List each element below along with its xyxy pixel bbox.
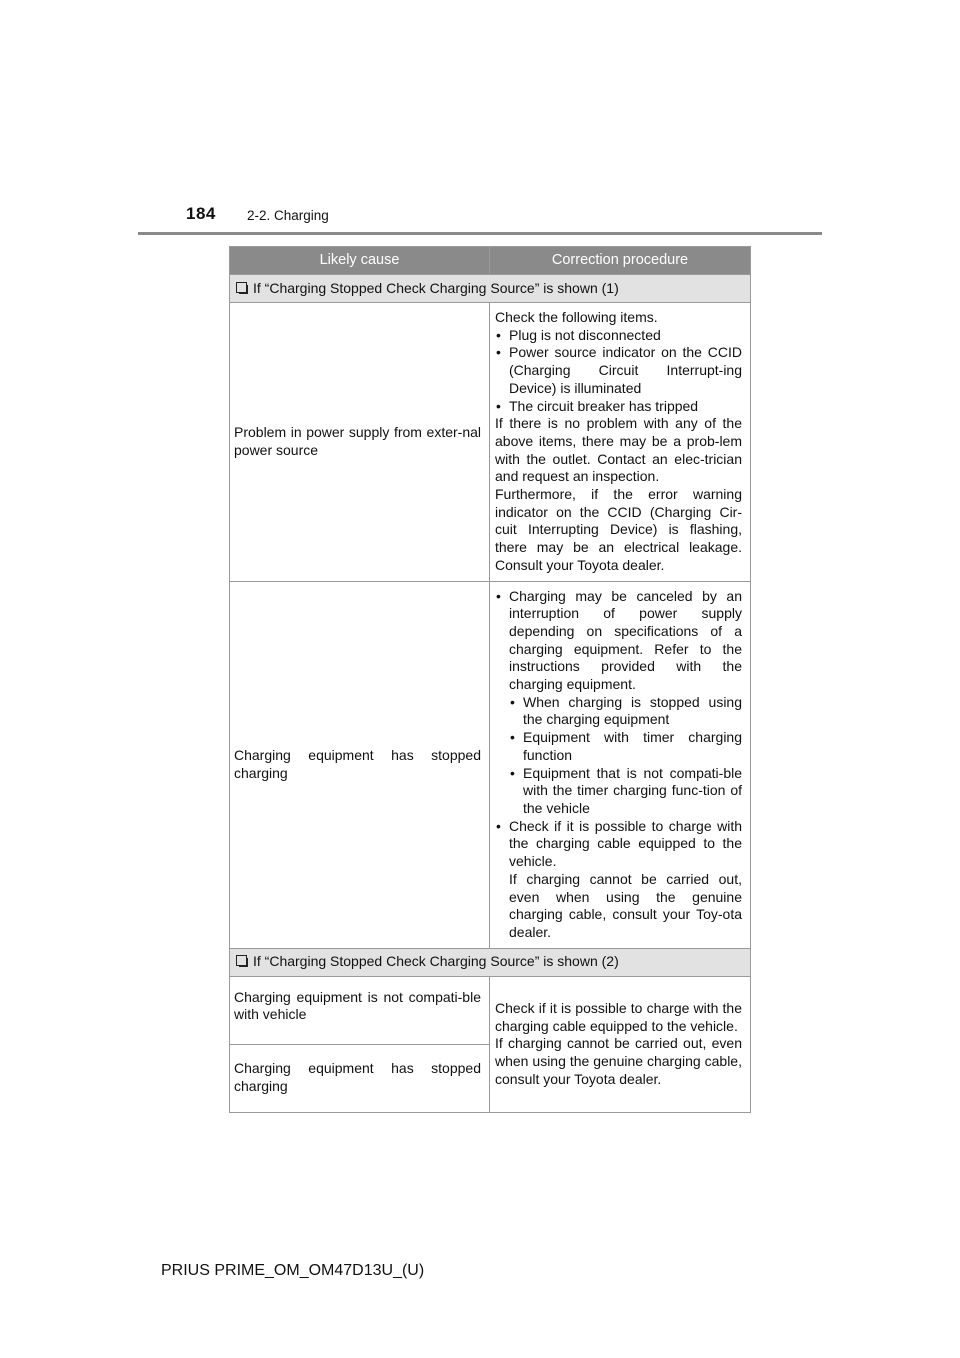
section-heading-2 xyxy=(230,948,751,976)
list-item: • The circuit breaker has tripped xyxy=(495,398,742,416)
column-header-likely-cause: Likely cause xyxy=(230,247,490,275)
section-row xyxy=(230,275,751,303)
procedure-cell xyxy=(490,581,751,948)
procedure-paragraph: If charging cannot be carried out, even when using the genuine charging cable, consult your Toyota dealer. xyxy=(495,1035,742,1087)
column-header-correction: Correction procedure xyxy=(490,247,751,275)
procedure-paragraph: Check if it is possible to charge with the charging cable equipped to the vehicle. xyxy=(495,999,742,1034)
section-row xyxy=(230,948,751,976)
cause-cell: Charging equipment is not compati-ble with vehicle xyxy=(230,976,490,1044)
list-item: • Plug is not disconnected xyxy=(495,327,742,345)
troubleshooting-table xyxy=(229,246,751,1113)
document-footer: PRIUS PRIME_OM_OM47D13U_(U) xyxy=(161,1262,425,1279)
table-row xyxy=(230,581,751,948)
sub-list-item: • Equipment with timer charging function xyxy=(509,729,742,764)
list-item xyxy=(495,818,742,942)
sub-list xyxy=(509,694,742,818)
cause-cell: Charging equipment has stopped charging xyxy=(230,581,490,948)
sub-list-item: • When charging is stopped using the charging equipment xyxy=(509,694,742,729)
procedure-paragraph: If there is no problem with any of the above items, there may be a prob-lem with the outlet. Contact an elec-trician and request an inspection. xyxy=(495,415,742,485)
procedure-list xyxy=(495,588,742,942)
header-rule xyxy=(138,232,822,235)
procedure-cell xyxy=(490,976,751,1112)
table-row xyxy=(230,303,751,582)
section-heading-1 xyxy=(230,275,751,303)
section-heading-2-text: If “Charging Stopped Check Charging Source” is shown (2) xyxy=(253,953,619,970)
procedure-cell xyxy=(490,303,751,582)
cause-cell: Charging equipment has stopped charging xyxy=(230,1044,490,1112)
procedure-intro: Check the following items. xyxy=(495,309,658,325)
section-title: 2-2. Charging xyxy=(247,208,329,223)
list-item-text: • Charging may be canceled by an interruption of power supply depending on specifications of a charging equipment. Refer to the instructions provided with the charging equipment. xyxy=(509,587,742,693)
table-row xyxy=(230,976,751,1044)
list-item: • Power source indicator on the CCID (Charging Circuit Interrupt-ing Device) is illuminated xyxy=(495,344,742,397)
checkbox-square-icon xyxy=(236,282,247,293)
sub-list-item: • Equipment that is not compati-ble with the timer charging func-tion of the vehicle xyxy=(509,765,742,818)
list-item-text: • Check if it is possible to charge with the charging cable equipped to the vehicle. xyxy=(509,817,742,870)
cause-cell: Problem in power supply from exter-nal power source xyxy=(230,303,490,582)
table-header-row xyxy=(230,247,751,275)
section-heading-1-text: If “Charging Stopped Check Charging Source” is shown (1) xyxy=(253,279,619,296)
list-item-text: If charging cannot be carried out, even when using the genuine charging cable, consult your Toy-ota dealer. xyxy=(509,870,742,940)
check-list xyxy=(495,327,742,416)
checkbox-square-icon xyxy=(236,955,247,966)
procedure-paragraph: Furthermore, if the error warning indicator on the CCID (Charging Cir-cuit Interrupting Device) is flashing, there may be an electrical leakage. Consult your Toyota dealer. xyxy=(495,486,742,573)
list-item xyxy=(495,588,742,818)
page-number: 184 xyxy=(186,204,216,223)
